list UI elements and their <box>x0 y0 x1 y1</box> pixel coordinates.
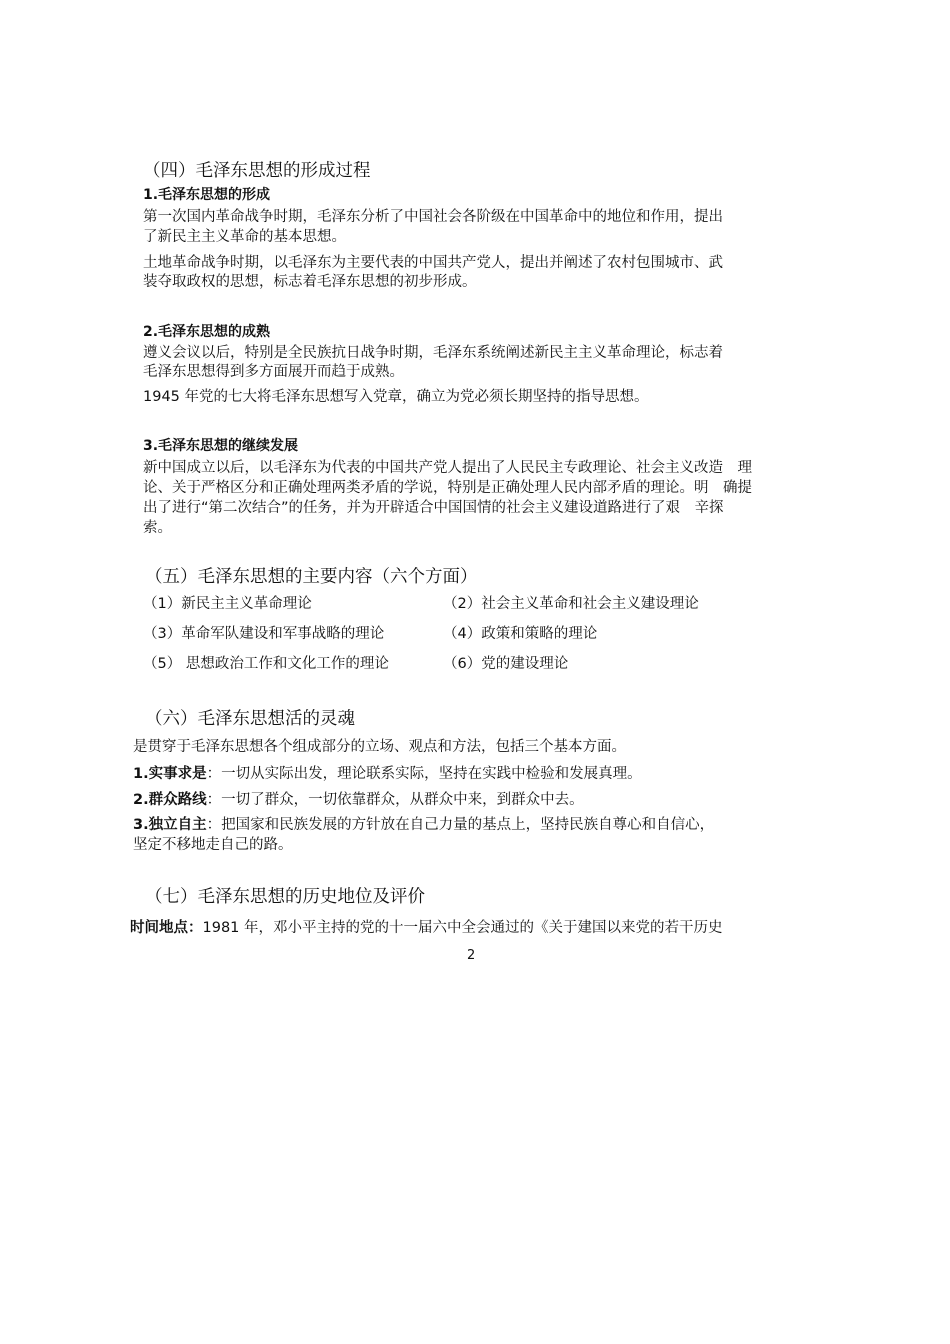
paragraph-line: 坚定不移地走自己的路。 <box>133 837 293 853</box>
section-4-heading: （四）毛泽东思想的形成过程 <box>143 161 371 181</box>
paragraph-line: 索。 <box>143 520 172 536</box>
time-place-line <box>130 919 723 938</box>
paragraph-line: 新中国成立以后，以毛泽东为代表的中国共产党人提出了人民民主专政理论、社会主义改造 理 <box>143 460 752 476</box>
paragraph-line: 第一次国内革命战争时期，毛泽东分析了中国社会各阶级在中国革命中的地位和作用，提出 <box>143 209 723 225</box>
paragraph-line: 土地革命战争时期，以毛泽东为主要代表的中国共产党人，提出并阐述了农村包围城市、武 <box>143 255 723 271</box>
content-item: （3）革命军队建设和军事战略的理论 <box>143 626 385 642</box>
content-item: （6）党的建设理论 <box>443 656 569 672</box>
subsection-2-heading: 2.毛泽东思想的成熟 <box>143 324 271 340</box>
section-5-heading: （五）毛泽东思想的主要内容（六个方面） <box>145 567 478 587</box>
paragraph-line: 是贯穿于毛泽东思想各个组成部分的立场、观点和方法，包括三个基本方面。 <box>133 739 626 755</box>
aspect-1 <box>133 765 642 784</box>
aspect-label: 2.群众路线 <box>133 792 207 808</box>
time-place-label: 时间地点： <box>130 920 203 936</box>
paragraph-line: 出了进行“第二次结合”的任务，并为开辟适合中国国情的社会主义建设道路进行了艰 辛探 <box>143 500 724 516</box>
subsection-3-heading: 3.毛泽东思想的继续发展 <box>143 438 299 454</box>
aspect-label: 3.独立自主 <box>133 817 207 833</box>
content-item: （2）社会主义革命和社会主义建设理论 <box>443 596 699 612</box>
content-item: （1）新民主主义革命理论 <box>143 596 312 612</box>
aspect-label: 1.实事求是 <box>133 766 207 782</box>
paragraph-line: 遵义会议以后，特别是全民族抗日战争时期，毛泽东系统阐述新民主主义革命理论，标志着 <box>143 345 723 361</box>
paragraph-line: 了新民主主义革命的基本思想。 <box>143 229 346 245</box>
page-number: 2 <box>467 948 476 963</box>
aspect-text: ：一切了群众，一切依靠群众，从群众中来，到群众中去。 <box>206 792 584 808</box>
aspect-3 <box>133 816 714 835</box>
paragraph-line: 装夺取政权的思想，标志着毛泽东思想的初步形成。 <box>143 274 477 290</box>
paragraph-line: 1945 年党的七大将毛泽东思想写入党章，确立为党必须长期坚持的指导思想。 <box>143 389 649 405</box>
content-item: （5） 思想政治工作和文化工作的理论 <box>143 656 389 672</box>
section-7-heading: （七）毛泽东思想的历史地位及评价 <box>145 887 425 907</box>
content-item: （4）政策和策略的理论 <box>443 626 598 642</box>
aspect-text: ：一切从实际出发，理论联系实际，坚持在实践中检验和发展真理。 <box>206 766 642 782</box>
subsection-1-heading: 1.毛泽东思想的形成 <box>143 187 271 203</box>
aspect-2 <box>133 791 584 810</box>
aspect-text: ：把国家和民族发展的方针放在自己力量的基点上，坚持民族自尊心和自信心， <box>206 817 715 833</box>
paragraph-line: 毛泽东思想得到多方面展开而趋于成熟。 <box>143 364 404 380</box>
time-place-text: 1981 年，邓小平主持的党的十一届六中全会通过的《关于建国以来党的若干历史 <box>202 920 723 936</box>
section-6-heading: （六）毛泽东思想活的灵魂 <box>145 709 355 729</box>
paragraph-line: 论、关于严格区分和正确处理两类矛盾的学说，特别是正确处理人民内部矛盾的理论。明 确提 <box>143 480 752 496</box>
